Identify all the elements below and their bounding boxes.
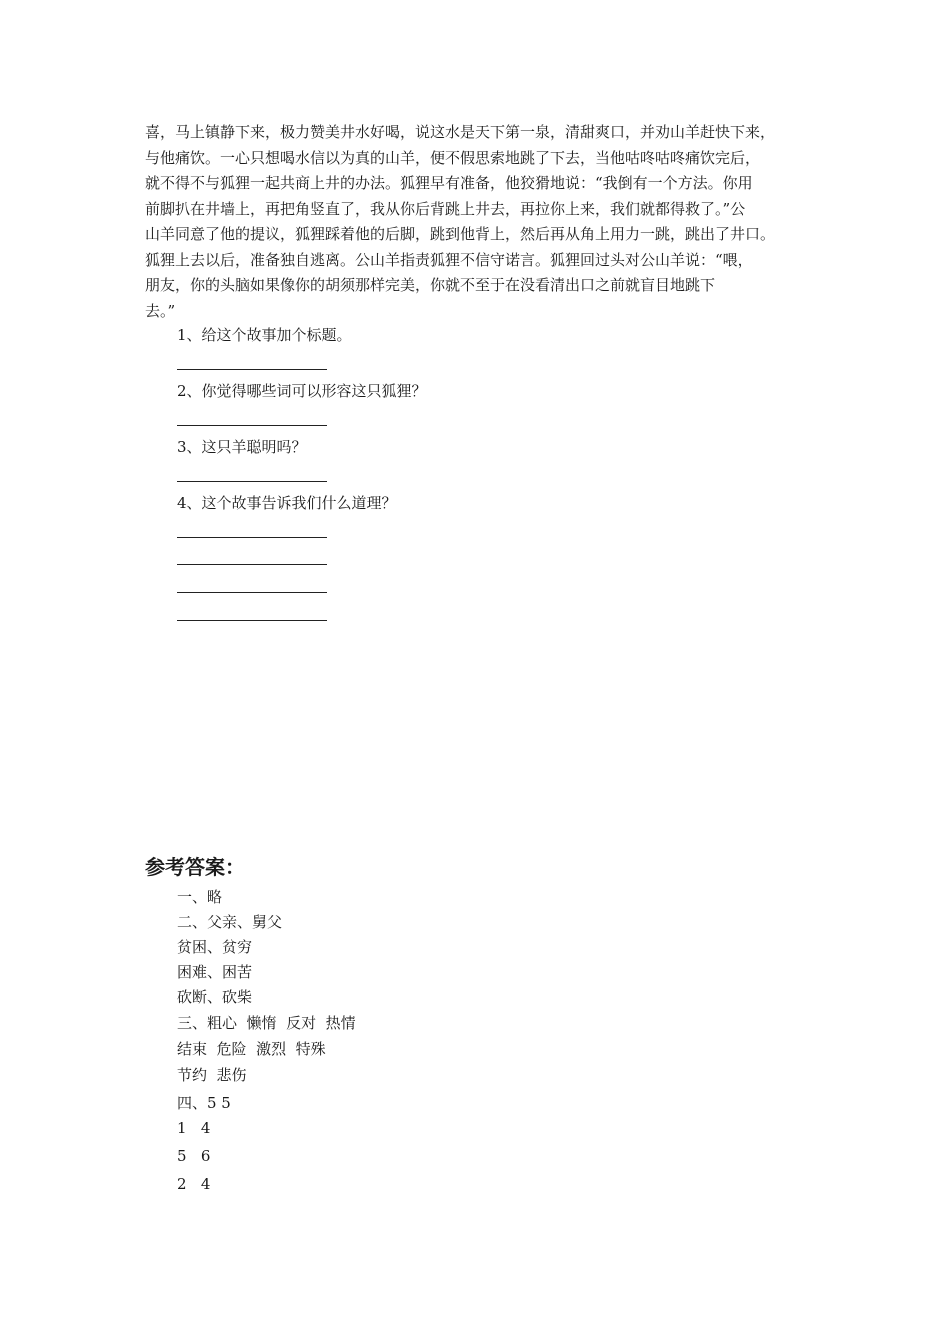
story-line: 狐狸上去以后，准备独自逃离。公山羊指责狐狸不信守诺言。狐狸回过头对公山羊说：“喂， <box>145 250 753 269</box>
answer-line: 二、父亲、舅父 <box>177 913 283 931</box>
answer-blank <box>177 620 327 621</box>
answer-blank <box>177 425 327 426</box>
answer-blank <box>177 592 327 593</box>
answer-key-title: 参考答案： <box>145 855 245 879</box>
answer-line: 贫困、贫穷 <box>177 938 253 956</box>
story-line: 前脚扒在井墙上，再把角竖直了，我从你后背跳上井去，再拉你上来，我们就都得救了。”公 <box>145 199 746 218</box>
answer-line: 困难、困苦 <box>177 963 253 981</box>
story-line: 山羊同意了他的提议，狐狸踩着他的后脚，跳到他背上，然后再从角上用力一跳，跳出了井口。 <box>145 225 776 243</box>
answer-blank <box>177 481 327 482</box>
answer-line: 砍断、砍柴 <box>177 988 253 1006</box>
answer-line: 结束 危险 激烈 特殊 <box>177 1040 326 1058</box>
answer-blank <box>177 537 327 538</box>
answer-line: 一、略 <box>177 888 223 906</box>
question-4: 4、这个故事告诉我们什么道理？ <box>177 494 397 512</box>
question-1: 1、给这个故事加个标题。 <box>177 326 352 344</box>
question-3: 3、这只羊聪明吗？ <box>177 438 307 456</box>
answer-line: 节约 悲伤 <box>177 1066 247 1084</box>
answer-blank <box>177 369 327 370</box>
answer-line: 三、粗心 懒惰 反对 热情 <box>177 1014 356 1032</box>
question-2: 2、你觉得哪些词可以形容这只狐狸？ <box>177 382 427 400</box>
answer-line: 四、5 5 <box>177 1094 231 1112</box>
answer-blank <box>177 564 327 565</box>
story-line: 喜，马上镇静下来，极力赞美井水好喝，说这水是天下第一泉，清甜爽口，并劝山羊赶快下来， <box>145 123 776 141</box>
answer-line: 5 6 <box>177 1147 211 1165</box>
story-text <box>145 120 815 324</box>
answer-line: 1 4 <box>177 1119 211 1137</box>
story-line: 与他痛饮。一心只想喝水信以为真的山羊，便不假思索地跳了下去，当他咕咚咕咚痛饮完后， <box>145 148 761 167</box>
story-line: 去。” <box>145 301 176 320</box>
story-line: 就不得不与狐狸一起共商上井的办法。狐狸早有准备，他狡猾地说：“我倒有一个方法。你用 <box>145 174 753 192</box>
story-line: 朋友，你的头脑如果像你的胡须那样完美，你就不至于在没看清出口之前就盲目地跳下 <box>145 276 716 294</box>
answer-line: 2 4 <box>177 1175 211 1193</box>
